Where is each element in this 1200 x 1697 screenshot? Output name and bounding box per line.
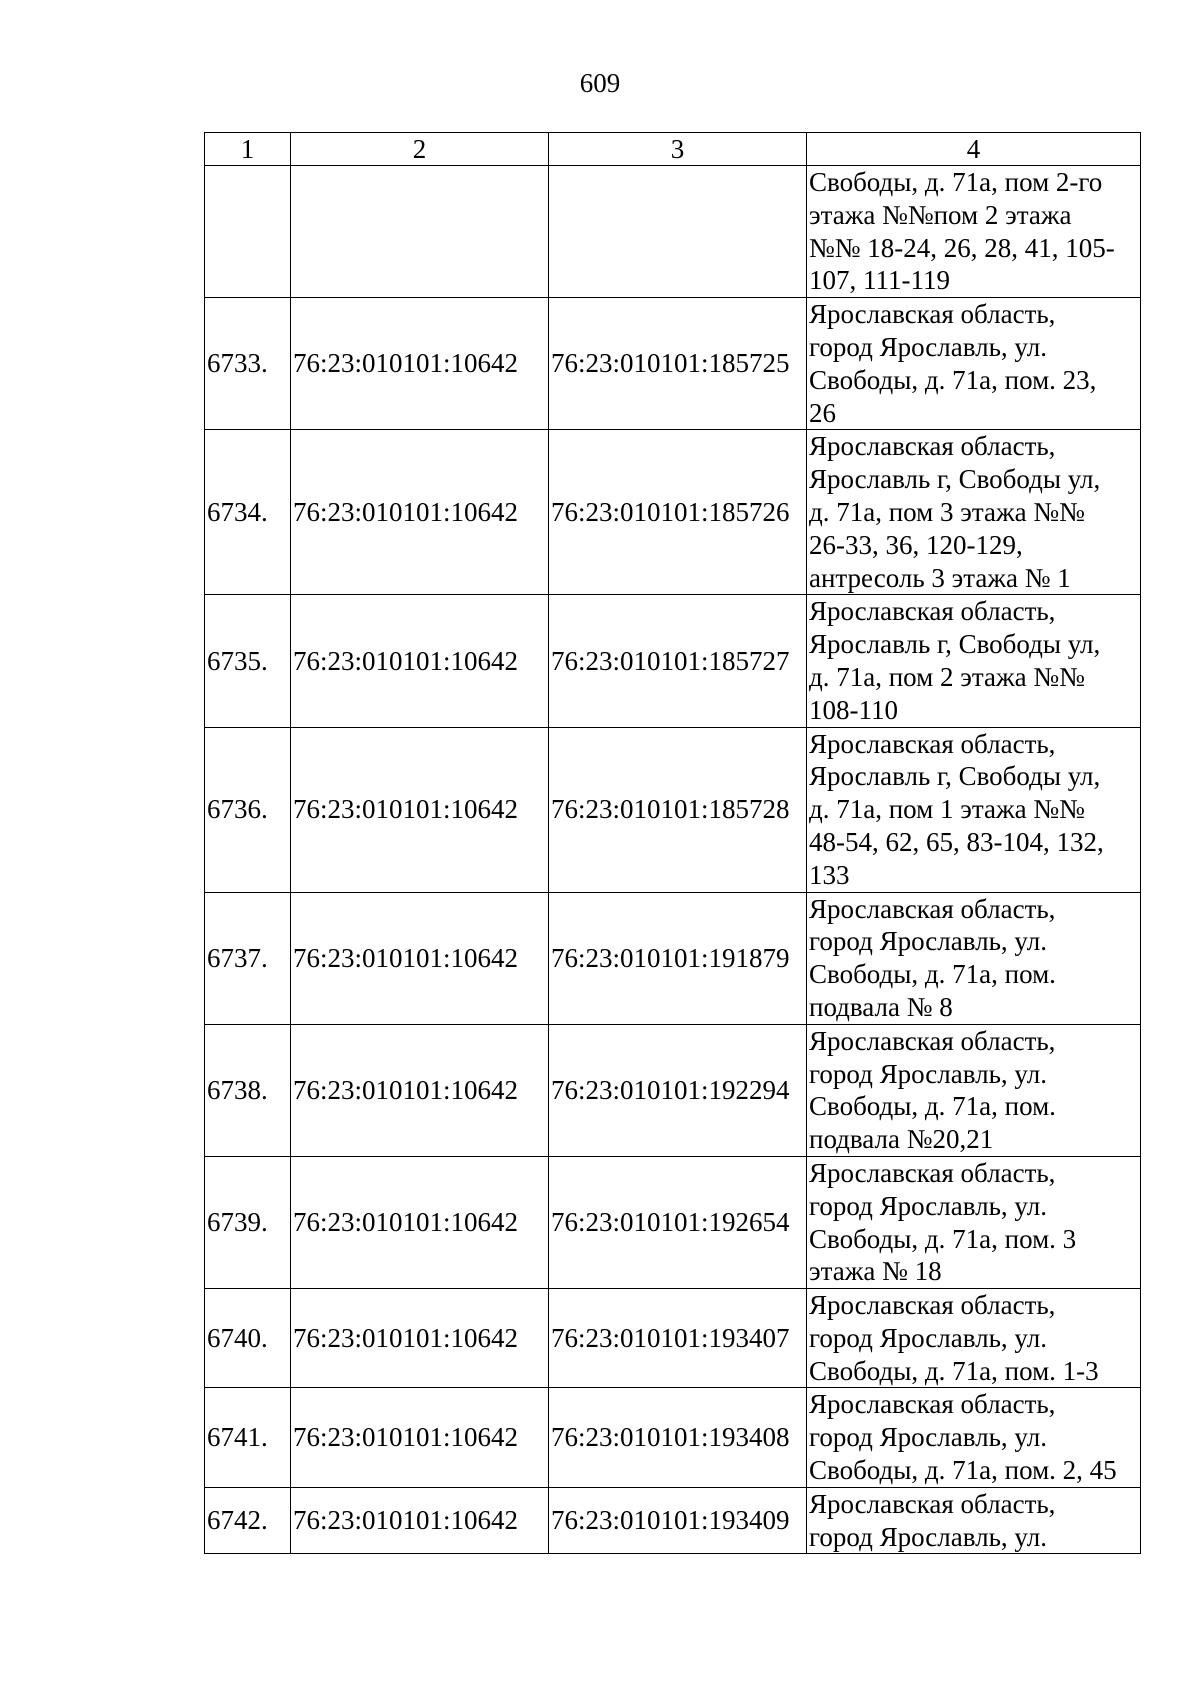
object-cadastral-number-cell [549, 166, 807, 298]
table-row [205, 1289, 1141, 1388]
address-cell: Ярославская область, город Ярославль, ул. Свободы, д. 71а, пом. подвала № 8 [807, 892, 1141, 1024]
page-number: 609 [579, 68, 621, 98]
table-row [205, 1024, 1141, 1156]
parcel-cadastral-number-cell: 76:23:010101:10642 [291, 1487, 549, 1554]
row-number-cell: 6735. [205, 595, 291, 727]
row-number-cell [205, 166, 291, 298]
row-number-cell: 6733. [205, 298, 291, 430]
table-row [205, 727, 1141, 892]
address-cell: Ярославская область, город Ярославль, ул. Свободы, д. 71а, пом. 23, 26 [807, 298, 1141, 430]
column-header-4: 4 [807, 133, 1141, 166]
table-header-row [205, 133, 1141, 166]
address-cell: Ярославская область, город Ярославль, ул. [807, 1487, 1141, 1554]
table-row [205, 892, 1141, 1024]
address-cell: Ярославская область, город Ярославль, ул. Свободы, д. 71а, пом. подвала №20,21 [807, 1024, 1141, 1156]
parcel-cadastral-number-cell: 76:23:010101:10642 [291, 595, 549, 727]
address-cell: Ярославская область, Ярославль г, Свободы ул, д. 71а, пом 1 этажа №№ 48-54, 62, 65, 83-104, 132, 133 [807, 727, 1141, 892]
parcel-cadastral-number-cell: 76:23:010101:10642 [291, 1388, 549, 1487]
parcel-cadastral-number-cell: 76:23:010101:10642 [291, 1156, 549, 1288]
parcel-cadastral-number-cell [291, 166, 549, 298]
address-cell: Ярославская область, город Ярославль, ул. Свободы, д. 71а, пом. 2, 45 [807, 1388, 1141, 1487]
address-cell: Ярославская область, город Ярославль, ул. Свободы, д. 71а, пом. 3 этажа № 18 [807, 1156, 1141, 1288]
object-cadastral-number-cell: 76:23:010101:192294 [549, 1024, 807, 1156]
column-header-2: 2 [291, 133, 549, 166]
row-number-cell: 6739. [205, 1156, 291, 1288]
table-row [205, 166, 1141, 298]
object-cadastral-number-cell: 76:23:010101:185725 [549, 298, 807, 430]
object-cadastral-number-cell: 76:23:010101:192654 [549, 1156, 807, 1288]
object-cadastral-number-cell: 76:23:010101:193407 [549, 1289, 807, 1388]
table-body [205, 133, 1141, 1554]
parcel-cadastral-number-cell: 76:23:010101:10642 [291, 1024, 549, 1156]
object-cadastral-number-cell: 76:23:010101:185728 [549, 727, 807, 892]
table-row [205, 1487, 1141, 1554]
address-cell: Ярославская область, Ярославль г, Свободы ул, д. 71а, пом 2 этажа №№ 108-110 [807, 595, 1141, 727]
row-number-cell: 6736. [205, 727, 291, 892]
address-cell: Ярославская область, город Ярославль, ул. Свободы, д. 71а, пом. 1-3 [807, 1289, 1141, 1388]
parcel-cadastral-number-cell: 76:23:010101:10642 [291, 298, 549, 430]
parcel-cadastral-number-cell: 76:23:010101:10642 [291, 430, 549, 595]
row-number-cell: 6740. [205, 1289, 291, 1388]
parcel-cadastral-number-cell: 76:23:010101:10642 [291, 1289, 549, 1388]
table-row [205, 1156, 1141, 1288]
parcel-cadastral-number-cell: 76:23:010101:10642 [291, 727, 549, 892]
column-header-3: 3 [549, 133, 807, 166]
object-cadastral-number-cell: 76:23:010101:185726 [549, 430, 807, 595]
table-row [205, 595, 1141, 727]
row-number-cell: 6734. [205, 430, 291, 595]
row-number-cell: 6742. [205, 1487, 291, 1554]
table-row [205, 430, 1141, 595]
address-cell: Свободы, д. 71а, пом 2-го этажа №№пом 2 этажа №№ 18-24, 26, 28, 41, 105- 107, 111-119 [807, 166, 1141, 298]
column-header-1: 1 [205, 133, 291, 166]
object-cadastral-number-cell: 76:23:010101:193409 [549, 1487, 807, 1554]
row-number-cell: 6737. [205, 892, 291, 1024]
object-cadastral-number-cell: 76:23:010101:185727 [549, 595, 807, 727]
object-cadastral-number-cell: 76:23:010101:193408 [549, 1388, 807, 1487]
parcel-cadastral-number-cell: 76:23:010101:10642 [291, 892, 549, 1024]
registry-table [204, 132, 1141, 1554]
object-cadastral-number-cell: 76:23:010101:191879 [549, 892, 807, 1024]
table-row [205, 1388, 1141, 1487]
table-row [205, 298, 1141, 430]
row-number-cell: 6738. [205, 1024, 291, 1156]
row-number-cell: 6741. [205, 1388, 291, 1487]
address-cell: Ярославская область, Ярославль г, Свободы ул, д. 71а, пом 3 этажа №№ 26-33, 36, 120-129, антресоль 3 этажа № 1 [807, 430, 1141, 595]
